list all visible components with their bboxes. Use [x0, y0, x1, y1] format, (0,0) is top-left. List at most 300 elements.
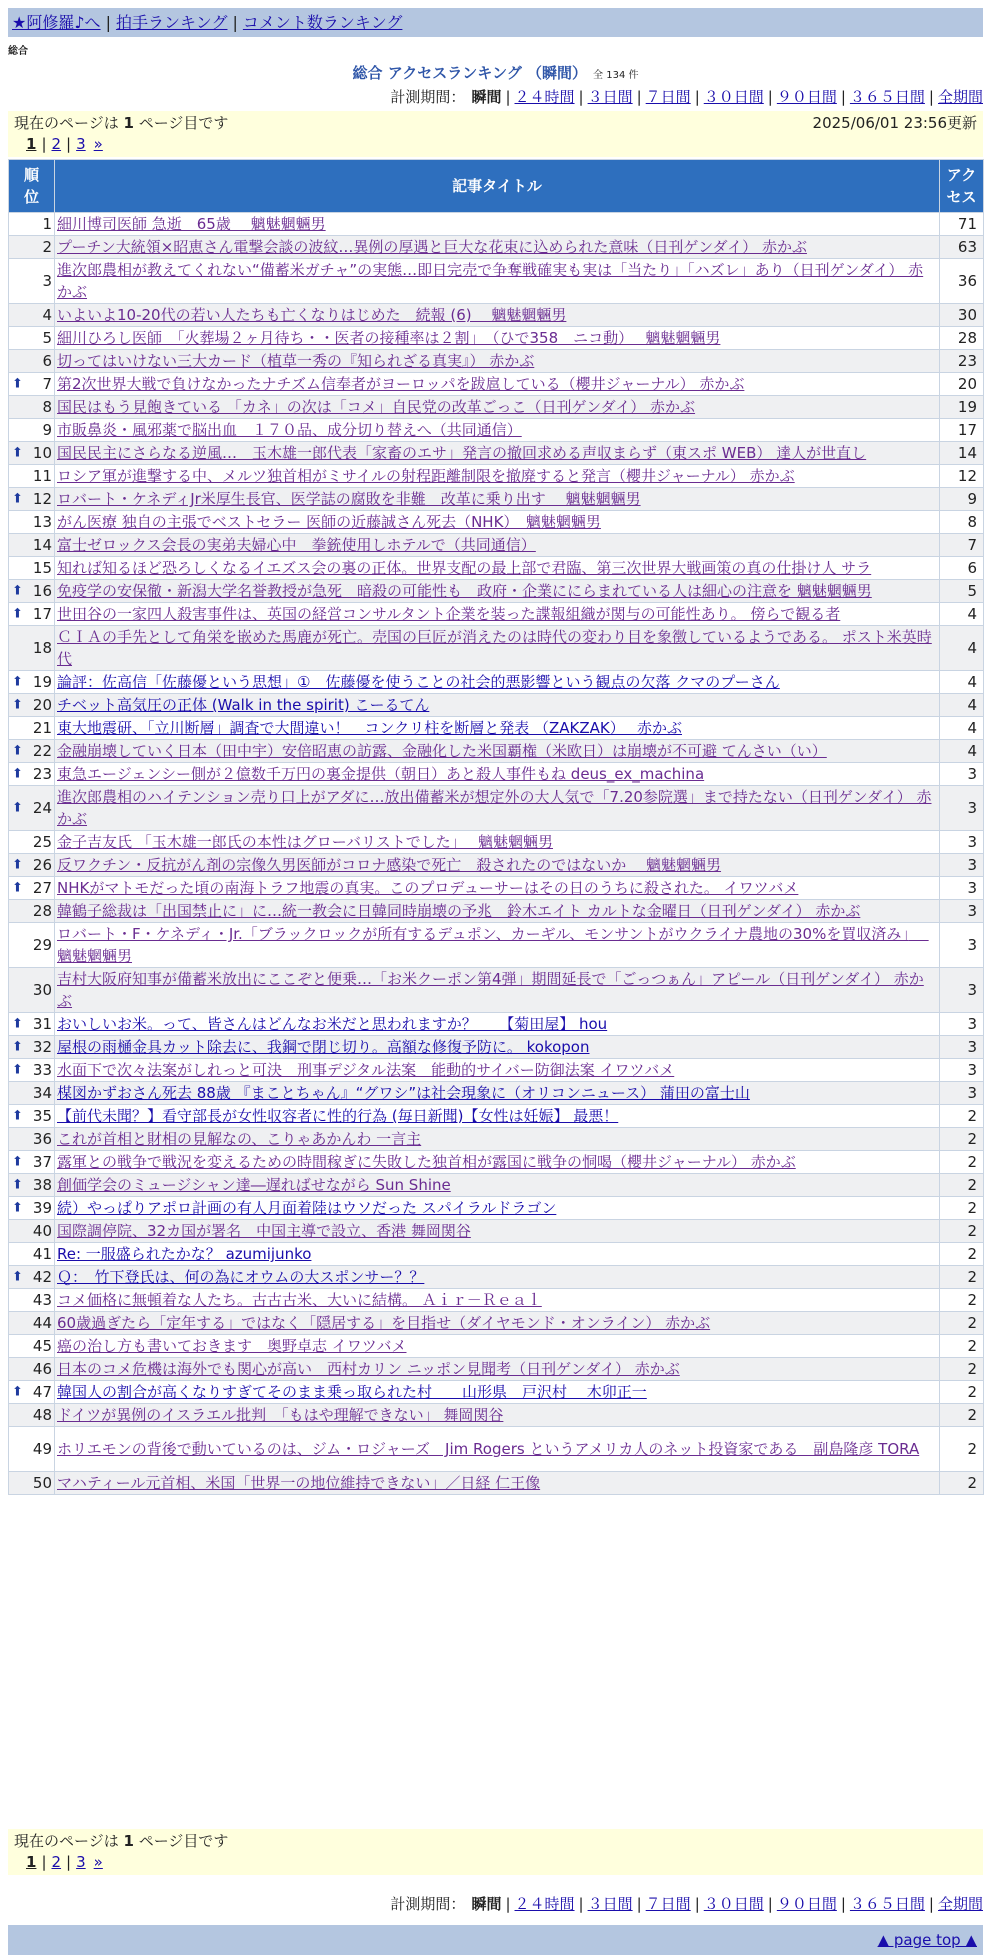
- access-count: 3: [940, 831, 984, 854]
- article-link[interactable]: ホリエモンの背後で動いているのは、ジム・ロジャーズ Jim Rogers というアメリカ人のネット投資家である 副島隆彦 TORA: [57, 1440, 920, 1458]
- rank-number: 18: [32, 639, 52, 657]
- table-row: [9, 304, 984, 327]
- table-row: [9, 1013, 984, 1036]
- article-link[interactable]: 進次郎農相が教えてくれない“備蓄米ガチャ”の実態…即日完売で争奪戦確実も実は「当たり」「ハズレ」あり（日刊ゲンダイ） 赤かぶ: [57, 261, 924, 301]
- access-count: 2: [940, 1174, 984, 1197]
- top-period-separator: |: [636, 88, 642, 106]
- top-period-label: 計測期間：: [390, 88, 466, 106]
- rank-number: 39: [32, 1199, 52, 1217]
- rank-cell: [9, 1358, 55, 1381]
- rank-cell: [9, 465, 55, 488]
- title-cell: [55, 671, 940, 694]
- access-count: 2: [940, 1358, 984, 1381]
- top-period-option[interactable]: ７日間: [645, 88, 691, 106]
- top-pagination-page[interactable]: 3: [76, 135, 86, 153]
- rank-number: 31: [32, 1015, 52, 1033]
- title-cell: [55, 968, 940, 1013]
- access-count: 2: [940, 1197, 984, 1220]
- rank-cell: [9, 968, 55, 1013]
- title-cell: [55, 786, 940, 831]
- access-count: 2: [940, 1404, 984, 1427]
- rank-cell: [9, 1059, 55, 1082]
- rank-number: 29: [32, 936, 52, 954]
- top-page-status-line: [14, 113, 977, 134]
- top-page-status-prefix: 現在のページは: [14, 114, 124, 132]
- table-row: [9, 511, 984, 534]
- rank-cell: [9, 1174, 55, 1197]
- bottom-period-separator: |: [578, 1895, 584, 1913]
- top-period-separator: |: [578, 88, 584, 106]
- header-rank: [9, 160, 55, 213]
- table-row: [9, 488, 984, 511]
- rank-cell: [9, 304, 55, 327]
- up-arrow-icon: ⬆: [12, 880, 23, 896]
- article-link[interactable]: 金融崩壊していく日本（田中宇）安倍昭恵の訪露、金融化した米国覇権（米欧日）は崩壊が不可避 てんさい（い）: [57, 742, 827, 760]
- rank-number: 25: [32, 833, 52, 851]
- rank-number: 14: [32, 536, 52, 554]
- access-count: 20: [940, 373, 984, 396]
- article-link[interactable]: 知れば知るほど恐ろしくなるイエズス会の裏の正体。世界支配の最上部で君臨、第三次世界大戦画策の真の仕掛け人 サラ: [57, 559, 872, 577]
- bottom-page-status-line: [14, 1831, 977, 1852]
- article-link[interactable]: NHKがマトモだった頃の南海トラフ地震の真実。このプロデューサーはその日のうちに殺された。 イワツバメ: [57, 879, 799, 897]
- bottom-period-option[interactable]: ７日間: [645, 1895, 691, 1913]
- rank-number: 41: [32, 1245, 52, 1263]
- table-row: [9, 236, 984, 259]
- access-count: 6: [940, 557, 984, 580]
- article-link[interactable]: 水面下で次々法案がしれっと可決 刑事デジタル法案 能動的サイバー防御法案 イワツバメ: [57, 1061, 675, 1079]
- top-period-option[interactable]: ３６５日間: [849, 88, 925, 106]
- article-link[interactable]: 東急エージェンシー側が２億数千万円の裏金提供（朝日）あと殺人事件もね deus_ex_machina: [57, 765, 705, 783]
- article-link[interactable]: 進次郎農相のハイテンション売り口上がアダに…放出備蓄米が想定外の大人気で「7.20参院選」まで持たない（日刊ゲンダイ） 赤かぶ: [57, 788, 932, 828]
- access-count: 3: [940, 1082, 984, 1105]
- table-row: [9, 1082, 984, 1105]
- top-period-separator: |: [928, 88, 934, 106]
- rank-number: 36: [32, 1130, 52, 1148]
- rank-number: 13: [32, 513, 52, 531]
- access-count: 14: [940, 442, 984, 465]
- title-cell: [55, 1427, 940, 1472]
- article-link[interactable]: ＣＩＡの手先として角栄を嵌めた馬鹿が死亡。売国の巨匠が消えたのは時代の変わり目を象徴しているようである。 ポスト米英時代: [57, 628, 932, 668]
- rank-number: 50: [32, 1474, 52, 1492]
- rank-cell: [9, 877, 55, 900]
- rank-number: 3: [42, 272, 52, 290]
- article-link[interactable]: おいしいお米。って、皆さんはどんなお米だと思われますか？ 【菊田屋】 hou: [57, 1015, 608, 1033]
- table-row: [9, 1151, 984, 1174]
- top-page-status-suffix: ページ目です: [133, 114, 229, 132]
- article-link[interactable]: マハティール元首相、米国「世界一の地位維持できない」／日経 仁王像: [57, 1474, 541, 1492]
- article-link[interactable]: 市販鼻炎・風邪薬で脳出血 １７０品、成分切り替えへ（共同通信）: [57, 421, 522, 439]
- up-arrow-icon: ⬆: [12, 376, 23, 392]
- article-link[interactable]: 日本のコメ危機は海外でも関心が高い 西村カリン ニッポン見聞考（日刊ゲンダイ） 赤かぶ: [57, 1360, 680, 1378]
- access-count: 63: [940, 236, 984, 259]
- table-row: [9, 717, 984, 740]
- rank-number: 23: [32, 765, 52, 783]
- top-page-status: [14, 113, 228, 134]
- article-link[interactable]: 細川ひろし医師 「火葬場２ヶ月待ち・・医者の接種率は２割」 （ひで358 ニコ動） 魑魅魍魎男: [57, 329, 721, 347]
- up-arrow-icon: ⬆: [12, 1384, 23, 1400]
- rank-number: 44: [32, 1314, 52, 1332]
- rank-number: 48: [32, 1406, 52, 1424]
- up-arrow-icon: ⬆: [12, 800, 23, 816]
- table-row: [9, 671, 984, 694]
- top-period-option[interactable]: ３日間: [587, 88, 633, 106]
- bottom-page-status: [14, 1831, 228, 1852]
- table-row: [9, 465, 984, 488]
- top-pagination-next[interactable]: »: [93, 135, 103, 153]
- title-cell: [55, 213, 940, 236]
- rank-cell: [9, 831, 55, 854]
- rank-number: 46: [32, 1360, 52, 1378]
- bottom-period-option[interactable]: ９０日間: [776, 1895, 837, 1913]
- access-count: 28: [940, 327, 984, 350]
- title-cell: [55, 580, 940, 603]
- article-link[interactable]: がん医療 独自の主張でベストセラー 医師の近藤誠さん死去（NHK） 魑魅魍魎男: [57, 513, 601, 531]
- access-count: 4: [940, 694, 984, 717]
- article-link[interactable]: 細川博司医師 急逝 65歳 魑魅魍魎男: [57, 215, 326, 233]
- top-pagination-separator: |: [66, 135, 72, 153]
- table-row: [9, 1105, 984, 1128]
- article-link[interactable]: 世田谷の一家四人殺害事件は、英国の経営コンサルタント企業を装った諜報組織が関与の可能性あり。 傍らで観る者: [57, 605, 841, 623]
- bottom-period-separator: |: [928, 1895, 934, 1913]
- table-row: [9, 1472, 984, 1495]
- rank-number: 8: [42, 398, 52, 416]
- rank-cell: [9, 396, 55, 419]
- table-row: [9, 259, 984, 304]
- rank-cell: [9, 580, 55, 603]
- bottom-period-option[interactable]: ３６５日間: [849, 1895, 925, 1913]
- rank-number: 47: [32, 1383, 52, 1401]
- title-cell: [55, 877, 940, 900]
- up-arrow-icon: ⬆: [12, 606, 23, 622]
- article-link[interactable]: いよいよ10-20代の若い人たちも亡くなりはじめた 続報 (6) 魑魅魍魎男: [57, 306, 567, 324]
- bottom-period-option[interactable]: ３日間: [587, 1895, 633, 1913]
- table-row: [9, 534, 984, 557]
- access-count: 2: [940, 1243, 984, 1266]
- article-link[interactable]: 創価学会のミュージシャン達―遅ればせながら Sun Shine: [57, 1176, 451, 1194]
- article-link[interactable]: 韓鶴子総裁は「出国禁止に」に…統一教会に日韓同時崩壊の予兆 鈴木エイト カルトな金曜日（日刊ゲンダイ） 赤かぶ: [57, 902, 861, 920]
- table-row: [9, 1335, 984, 1358]
- bottom-period-current: 瞬間: [471, 1895, 502, 1913]
- title-cell: [55, 1472, 940, 1495]
- bottom-page-status-prefix: 現在のページは: [14, 1832, 124, 1850]
- title-cell: [55, 442, 940, 465]
- bottom-pagination-page[interactable]: 3: [76, 1853, 86, 1871]
- access-count: 2: [940, 1312, 984, 1335]
- access-count: 3: [940, 968, 984, 1013]
- rank-cell: [9, 327, 55, 350]
- bottom-pagination-next[interactable]: »: [93, 1853, 103, 1871]
- page-top-link[interactable]: ▲ page top ▲: [877, 1931, 977, 1949]
- table-row: [9, 603, 984, 626]
- top-period-option[interactable]: ３０日間: [703, 88, 764, 106]
- access-count: 3: [940, 900, 984, 923]
- access-count: 12: [940, 465, 984, 488]
- rank-number: 35: [32, 1107, 52, 1125]
- access-count: 2: [940, 1427, 984, 1472]
- article-link[interactable]: 金子吉友氏 「玉木雄一郎氏の本性はグローバリストでした」 魑魅魍魎男: [57, 833, 553, 851]
- access-count: 3: [940, 923, 984, 968]
- access-count: 4: [940, 671, 984, 694]
- rank-cell: [9, 511, 55, 534]
- bottom-pagination-separator: |: [66, 1853, 72, 1871]
- access-count: 36: [940, 259, 984, 304]
- page-info-top: [8, 111, 983, 157]
- header-title: 記事タイトル: [55, 160, 940, 213]
- top-period-option[interactable]: ９０日間: [776, 88, 837, 106]
- access-count: 9: [940, 488, 984, 511]
- rank-number: 6: [42, 352, 52, 370]
- title-cell: [55, 1151, 940, 1174]
- rank-cell: [9, 923, 55, 968]
- bottom-period-option[interactable]: ２４時間: [514, 1895, 575, 1913]
- article-link[interactable]: チベット高気圧の正体 (Walk in the spirit) こーるてん: [57, 696, 430, 714]
- access-count: 19: [940, 396, 984, 419]
- rank-number: 45: [32, 1337, 52, 1355]
- rank-cell: [9, 1151, 55, 1174]
- top-nav-bar: [8, 8, 983, 37]
- table-row: [9, 968, 984, 1013]
- rank-cell: [9, 259, 55, 304]
- header-access: [940, 160, 984, 213]
- table-row: [9, 1220, 984, 1243]
- title-cell: [55, 488, 940, 511]
- article-link[interactable]: 屋根の雨樋金具カット除去に、我鋼で閉じ切り。高額な修復予防に。 kokopon: [57, 1038, 590, 1056]
- top-period-option[interactable]: ２４時間: [514, 88, 575, 106]
- rank-number: 7: [42, 375, 52, 393]
- title-cell: [55, 1174, 940, 1197]
- table-row: [9, 1312, 984, 1335]
- category-label: 総合: [8, 46, 28, 57]
- access-count: 3: [940, 854, 984, 877]
- access-count: 2: [940, 1151, 984, 1174]
- rank-number: 42: [32, 1268, 52, 1286]
- rank-cell: [9, 694, 55, 717]
- rank-cell: [9, 786, 55, 831]
- article-link[interactable]: 露軍との戦争で戦況を変えるための時間稼ぎに失敗した独首相が露国に戦争の恫喝（櫻井ジャーナル） 赤かぶ: [57, 1153, 796, 1171]
- updated-timestamp: 2025/06/01 23:56更新: [812, 114, 977, 132]
- article-link[interactable]: 切ってはいけない三大カード（植草一秀の『知られざる真実』） 赤かぶ: [57, 352, 535, 370]
- article-link[interactable]: 第2次世界大戦で負けなかったナチズム信奉者がヨーロッパを跋扈している（櫻井ジャーナル） 赤かぶ: [57, 375, 745, 393]
- rank-number: 30: [32, 981, 52, 999]
- bottom-period-separator: |: [505, 1895, 511, 1913]
- rank-number: 11: [32, 467, 52, 485]
- rank-cell: [9, 557, 55, 580]
- article-link[interactable]: 癌の治し方も書いておきます 奥野卓志 イワツバメ: [57, 1337, 407, 1355]
- title-cell: [55, 1289, 940, 1312]
- up-arrow-icon: ⬆: [12, 1016, 23, 1032]
- rank-cell: [9, 534, 55, 557]
- table-row: [9, 1036, 984, 1059]
- rank-number: 10: [32, 444, 52, 462]
- title-cell: [55, 304, 940, 327]
- up-arrow-icon: ⬆: [12, 697, 23, 713]
- rank-number: 40: [32, 1222, 52, 1240]
- title-cell: [55, 259, 940, 304]
- article-link[interactable]: ロバート・ケネディJr米厚生長官、医学誌の腐敗を非難 改革に乗り出す 魑魅魍魎男: [57, 490, 641, 508]
- access-count: 2: [940, 1335, 984, 1358]
- title-cell: [55, 1243, 940, 1266]
- title-cell: [55, 923, 940, 968]
- article-link[interactable]: 富士ゼロックス会長の実弟夫婦心中 拳銃使用しホテルで（共同通信）: [57, 536, 536, 554]
- title-cell: [55, 534, 940, 557]
- article-link[interactable]: ドイツが異例のイスラエル批判 「もはや理解できない」 舞岡関谷: [57, 1406, 504, 1424]
- top-period-separator: |: [840, 88, 846, 106]
- nav-link-comment-ranking[interactable]: コメント数ランキング: [242, 13, 403, 32]
- access-count: 3: [940, 1013, 984, 1036]
- rank-cell: [9, 1243, 55, 1266]
- access-count: 2: [940, 1289, 984, 1312]
- title-cell: [55, 1036, 940, 1059]
- rank-cell: [9, 603, 55, 626]
- title-cell: [55, 557, 940, 580]
- up-arrow-icon: ⬆: [12, 1269, 23, 1285]
- rank-cell: [9, 900, 55, 923]
- rank-cell: [9, 1381, 55, 1404]
- table-header-row: [9, 160, 984, 213]
- article-link[interactable]: 続）やっぱりアポロ計画の有人月面着陸はウソだった スパイラルドラゴン: [57, 1199, 557, 1217]
- article-link[interactable]: 免疫学の安保徹・新潟大学名誉教授が急死 暗殺の可能性も 政府・企業ににらまれている人は細心の注意を 魑魅魍魎男: [57, 582, 872, 600]
- title-cell: [55, 373, 940, 396]
- title-cell: [55, 1358, 940, 1381]
- access-count: 5: [940, 580, 984, 603]
- table-row: [9, 763, 984, 786]
- total-count: 全 134 件: [593, 70, 639, 81]
- bottom-period-separator: |: [767, 1895, 773, 1913]
- title-cell: [55, 511, 940, 534]
- table-row: [9, 1128, 984, 1151]
- up-arrow-icon: ⬆: [12, 674, 23, 690]
- bottom-period-option[interactable]: 全期間: [937, 1895, 983, 1913]
- rank-number: 27: [32, 879, 52, 897]
- title-cell: [55, 1059, 940, 1082]
- rank-number: 33: [32, 1061, 52, 1079]
- header-access-label: アク セス: [946, 166, 977, 206]
- title-cell: [55, 1128, 940, 1151]
- rank-cell: [9, 1472, 55, 1495]
- up-arrow-icon: ⬆: [12, 1177, 23, 1193]
- up-arrow-icon: ⬆: [12, 583, 23, 599]
- title-cell: [55, 900, 940, 923]
- article-link[interactable]: 楳図かずおさん死去 88歳 『まことちゃん』“グワシ”は社会現象に（オリコンニュース） 蒲田の富士山: [57, 1084, 750, 1102]
- access-count: 4: [940, 603, 984, 626]
- article-link[interactable]: 【前代未聞？】看守部長が女性収容者に性的行為 (毎日新聞)【女性は妊娠】 最悪！: [57, 1107, 619, 1125]
- table-row: [9, 327, 984, 350]
- article-link[interactable]: 東大地震研、「立川断層」調査で大間違い！ コンクリ柱を断層と発表 （ZAKZAK） 赤かぶ: [57, 719, 682, 737]
- article-link[interactable]: 国民民主にさらなる逆風… 玉木雄一郎代表「家畜のエサ」発言の撤回求める声収まらず（東スポ WEB） 達人が世直し: [57, 444, 867, 462]
- bottom-period-separator: |: [840, 1895, 846, 1913]
- access-count: 2: [940, 1220, 984, 1243]
- table-row: [9, 786, 984, 831]
- period-selector-bottom: [390, 1893, 983, 1915]
- title-cell: [55, 1381, 940, 1404]
- title-cell: [55, 1082, 940, 1105]
- rank-cell: [9, 1013, 55, 1036]
- rank-cell: [9, 213, 55, 236]
- access-count: 3: [940, 877, 984, 900]
- nav-separator: |: [105, 13, 111, 32]
- bottom-pagination-page[interactable]: 2: [51, 1853, 62, 1871]
- article-link[interactable]: コメ価格に無頓着な人たち。古古古米、大いに結構。 Ａｉｒ－Ｒｅａｌ: [57, 1291, 542, 1309]
- title-cell: [55, 854, 940, 877]
- top-period-option[interactable]: 全期間: [937, 88, 983, 106]
- article-link[interactable]: 論評：佐高信「佐藤優という思想」① 佐藤優を使うことの社会的悪影響という観点の欠落 クマのプーさん: [57, 673, 780, 691]
- article-link[interactable]: これが首相と財相の見解なの、こりゃあかんわ 一言主: [57, 1130, 422, 1148]
- top-period-current: 瞬間: [471, 88, 502, 106]
- title-cell: [55, 1404, 940, 1427]
- rank-cell: [9, 1427, 55, 1472]
- title-cell: [55, 236, 940, 259]
- article-link[interactable]: ロバート・F・ケネディ・Jr.「ブラックロックが所有するデュポン、カーギル、モンサントがウクライナ農地の30%を買収済み」 魑魅魍魎男: [57, 925, 929, 965]
- rank-cell: [9, 1220, 55, 1243]
- rank-number: 12: [32, 490, 52, 508]
- up-arrow-icon: ⬆: [12, 1154, 23, 1170]
- rank-cell: [9, 1266, 55, 1289]
- top-period-separator: |: [694, 88, 700, 106]
- table-row: [9, 350, 984, 373]
- table-row: [9, 396, 984, 419]
- article-link[interactable]: 国民はもう見飽きている 「カネ」の次は「コメ」自民党の改革ごっこ（日刊ゲンダイ） 赤かぶ: [57, 398, 696, 416]
- access-count: 2: [940, 1266, 984, 1289]
- top-period-separator: |: [505, 88, 511, 106]
- table-row: [9, 694, 984, 717]
- article-link[interactable]: プーチン大統領×昭恵さん電撃会談の波紋…異例の厚遇と巨大な花束に込められた意味（日刊ゲンダイ） 赤かぶ: [57, 238, 807, 256]
- rank-cell: [9, 1404, 55, 1427]
- up-arrow-icon: ⬆: [12, 1062, 23, 1078]
- article-link[interactable]: 国際調停院、32カ国が署名 中国主導で設立、香港 舞岡関谷: [57, 1222, 471, 1240]
- article-link[interactable]: Ｑ： 竹下登氏は、何の為にオウムの大スポンサー？？: [57, 1268, 425, 1286]
- access-count: 3: [940, 786, 984, 831]
- article-link[interactable]: Re: 一服盛られたかな？ azumijunko: [57, 1245, 312, 1263]
- table-row: [9, 580, 984, 603]
- access-count: 2: [940, 1105, 984, 1128]
- table-row: [9, 877, 984, 900]
- article-link[interactable]: 反ワクチン・反抗がん剤の宗像久男医師がコロナ感染で死亡 殺されたのではないか 魑魅魍魎男: [57, 856, 722, 874]
- article-link[interactable]: ロシア軍が進撃する中、メルツ独首相がミサイルの射程距離制限を撤廃すると発言（櫻井ジャーナル） 赤かぶ: [57, 467, 795, 485]
- top-pagination-page[interactable]: 2: [51, 135, 62, 153]
- rank-cell: [9, 854, 55, 877]
- rank-cell: [9, 1105, 55, 1128]
- title-cell: [55, 603, 940, 626]
- access-count: 4: [940, 626, 984, 671]
- rank-number: 43: [32, 1291, 52, 1309]
- title-cell: [55, 327, 940, 350]
- bottom-period-option[interactable]: ３０日間: [703, 1895, 764, 1913]
- access-count: 2: [940, 1472, 984, 1495]
- bottom-period-separator: |: [636, 1895, 642, 1913]
- title-cell: [55, 1013, 940, 1036]
- rank-cell: [9, 763, 55, 786]
- title-cell: [55, 626, 940, 671]
- article-link[interactable]: 60歳過ぎたら「定年する」ではなく「隠居する」を目指せ（ダイヤモンド・オンライン） 赤かぶ: [57, 1314, 711, 1332]
- title-cell: [55, 1312, 940, 1335]
- access-count: 2: [940, 1128, 984, 1151]
- title-cell: [55, 831, 940, 854]
- rank-cell: [9, 1036, 55, 1059]
- access-count: 3: [940, 763, 984, 786]
- nav-link-ashura[interactable]: ★阿修羅♪へ: [12, 13, 101, 32]
- rank-number: 2: [42, 238, 52, 256]
- rank-cell: [9, 442, 55, 465]
- table-row: [9, 1289, 984, 1312]
- rank-number: 5: [42, 329, 52, 347]
- access-count: 4: [940, 717, 984, 740]
- article-link[interactable]: 韓国人の割合が高くなりすぎてそのまま乗っ取られた村 山形県 戸沢村 木卯正一: [57, 1383, 647, 1401]
- article-link[interactable]: 吉村大阪府知事が備蓄米放出にここぞと便乗…「お米クーポン第4弾」期間延長で「ごっつぁん」アピール（日刊ゲンダイ） 赤かぶ: [57, 970, 924, 1010]
- header-rank-label: 順 位: [23, 166, 39, 206]
- rank-cell: [9, 236, 55, 259]
- nav-link-clap-ranking[interactable]: 拍手ランキング: [115, 13, 228, 32]
- table-row: [9, 831, 984, 854]
